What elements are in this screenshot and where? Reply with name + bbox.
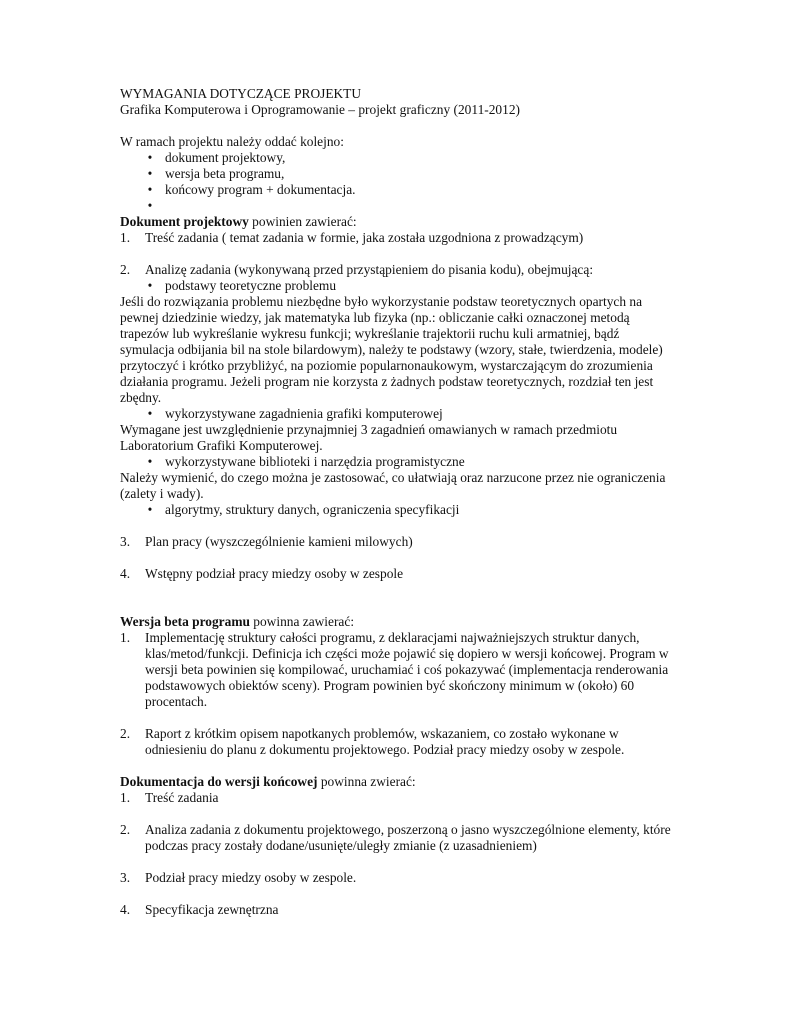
sub-bullet-text: wykorzystywane zagadnienia grafiki komputerowej — [165, 406, 443, 421]
beta-item-line: wersji beta powinien się kompilować, uruchamiać i coś pokazywać (implementacja renderowania — [145, 662, 669, 677]
paragraph-line: (zalety i wady). — [120, 486, 204, 501]
bullet: • — [147, 166, 153, 181]
heading-rest: powinna zwierać: — [317, 774, 416, 789]
doc-title: WYMAGANIA DOTYCZĄCE PROJEKTU — [120, 86, 362, 101]
item-number: 3. — [120, 870, 131, 885]
paragraph-line: przytoczyć i krótko przybliżyć, na poziomie popularnonaukowym, wystarczającym do zrozumienia — [120, 358, 653, 373]
paragraph-line: symulacja odbijania bil na stole bilardowym), należy te podstawy (wzory, stałe, twierdzenia, modele) — [120, 342, 663, 357]
sub-bullet-text: wykorzystywane biblioteki i narzędzia programistyczne — [165, 454, 465, 469]
beta-item-line: Implementację struktury całości programu, z deklaracjami najważniejszych struktur danych, — [145, 630, 640, 645]
bullet: • — [147, 198, 153, 213]
paragraph-line: Jeśli do rozwiązania problemu niezbędne było wykorzystanie podstaw teoretycznych opartych na — [120, 294, 643, 309]
bullet: • — [147, 454, 153, 469]
doc-section-heading — [120, 214, 357, 231]
paragraph-line: działania programu. Jeżeli program nie korzysta z żadnych podstaw teoretycznych, rozdział ten jest — [120, 374, 654, 389]
final-item-text: Podział pracy miedzy osoby w zespole. — [145, 870, 357, 885]
paragraph-line: Laboratorium Grafiki Komputerowej. — [120, 438, 323, 453]
bullet: • — [147, 150, 153, 165]
paragraph-line: pewnej dziedzinie wiedzy, jak matematyka lub fizyka (np.: obliczanie całki oznaczonej metodą — [120, 310, 630, 325]
item-number: 1. — [120, 630, 131, 645]
heading-bold: Dokument projektowy — [120, 214, 249, 229]
bullet: • — [147, 278, 153, 293]
beta-item-line: odniesieniu do planu z dokumentu projektowego. Podział pracy miedzy osoby w zespole. — [145, 742, 625, 757]
final-section-heading — [120, 774, 416, 791]
paragraph-line: trapezów lub wykreślanie wykresu funkcji; wykreślanie trajektorii ruchu kuli armatniej, bądź — [120, 326, 620, 341]
item-number: 1. — [120, 790, 131, 805]
heading-bold: Dokumentacja do wersji końcowej — [120, 774, 318, 789]
heading-bold: Wersja beta programu — [120, 614, 250, 629]
item-number: 4. — [120, 902, 131, 917]
beta-section-heading — [120, 614, 354, 631]
item-number: 2. — [120, 822, 131, 837]
paragraph-line: Wymagane jest uwzględnienie przynajmniej 3 zagadnień omawianych w ramach przedmiotu — [120, 422, 618, 437]
final-item-text: Treść zadania — [145, 790, 219, 805]
doc-item-text: Wstępny podział pracy miedzy osoby w zespole — [145, 566, 404, 581]
intro-item: dokument projektowy, — [165, 150, 286, 165]
sub-bullet-text: podstawy teoretyczne problemu — [165, 278, 337, 293]
final-item-line: podczas pracy zostały dodane/usunięte/uległy zmianie (z uzasadnieniem) — [145, 838, 537, 853]
bullet: • — [147, 502, 153, 517]
heading-rest: powinien zawierać: — [248, 214, 357, 229]
item-number: 2. — [120, 726, 131, 741]
intro-item: końcowy program + dokumentacja. — [165, 182, 356, 197]
final-item-line: Analiza zadania z dokumentu projektowego, poszerzoną o jasno wyszczególnione elementy, które — [145, 822, 671, 837]
doc-item-text: Analizę zadania (wykonywaną przed przystąpieniem do pisania kodu), obejmującą: — [145, 262, 594, 277]
item-number: 2. — [120, 262, 131, 277]
beta-item-line: procentach. — [145, 694, 208, 709]
beta-item-line: klas/metod/funkcji. Definicja ich części może pojawić się dopiero w wersji końcowej. Program w — [145, 646, 669, 661]
paragraph-line: Należy wymienić, do czego można je zastosować, co ułatwiają oraz narzucone przez nie ograniczenia — [120, 470, 666, 485]
doc-item-text: Treść zadania ( temat zadania w formie, jaka została uzgodniona z prowadzącym) — [145, 230, 584, 245]
heading-rest: powinna zawierać: — [249, 614, 355, 629]
beta-item-line: Raport z krótkim opisem napotkanych problemów, wskazaniem, co zostało wykonane w — [145, 726, 619, 741]
beta-item-line: podstawowych obiektów sceny). Program powinien być skończony minimum w (około) 60 — [145, 678, 635, 693]
doc-item-text: Plan pracy (wyszczególnienie kamieni milowych) — [145, 534, 413, 549]
intro-text: W ramach projektu należy oddać kolejno: — [120, 134, 344, 149]
item-number: 1. — [120, 230, 131, 245]
intro-item: wersja beta programu, — [165, 166, 285, 181]
final-item-text: Specyfikacja zewnętrzna — [145, 902, 279, 917]
sub-bullet-text: algorytmy, struktury danych, ograniczenia specyfikacji — [165, 502, 460, 517]
doc-subtitle: Grafika Komputerowa i Oprogramowanie – projekt graficzny (2011-2012) — [120, 102, 520, 117]
item-number: 4. — [120, 566, 131, 581]
bullet: • — [147, 406, 153, 421]
item-number: 3. — [120, 534, 131, 549]
paragraph-line: zbędny. — [120, 390, 162, 405]
bullet: • — [147, 182, 153, 197]
